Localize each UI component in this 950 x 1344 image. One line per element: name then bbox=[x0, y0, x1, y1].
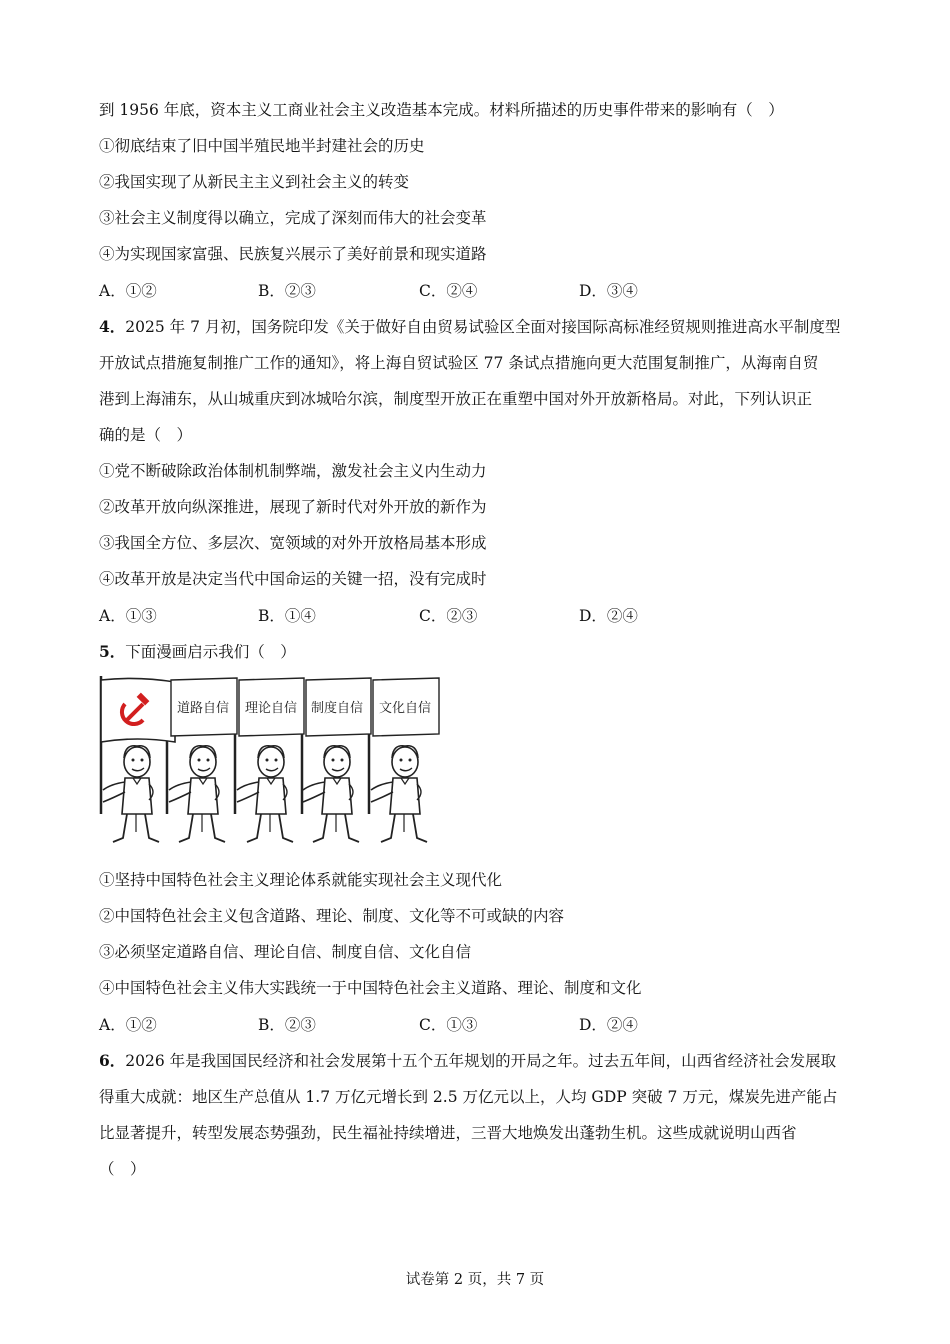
person-3 bbox=[237, 746, 293, 842]
q4-stem-line-1 bbox=[99, 316, 840, 338]
q6-stem-line-2: 得重大成就：地区生产总值从 1.7 万亿元增长到 2.5 万亿元以上，人均 GDP 突破 7 万元，煤炭先进产能占 bbox=[99, 1088, 838, 1106]
page-footer: 试卷第 2 页，共 7 页 bbox=[405, 1272, 545, 1288]
q6-number: 6． bbox=[99, 1051, 126, 1070]
q5-stem bbox=[99, 641, 296, 663]
q5-stem-text: 下面漫画启示我们（ ） bbox=[125, 643, 296, 661]
q4-option-d[interactable]: D．②④ bbox=[579, 607, 638, 625]
flag-label-road: 道路自信 bbox=[177, 701, 230, 716]
q5-item-1: ①坚持中国特色社会主义理论体系就能实现社会主义现代化 bbox=[99, 871, 503, 889]
q3-item-4: ④为实现国家富强、民族复兴展示了美好前景和现实道路 bbox=[99, 245, 487, 263]
q5-option-d[interactable]: D．②④ bbox=[579, 1016, 638, 1034]
q3-option-d[interactable]: D．③④ bbox=[579, 282, 638, 300]
person-4 bbox=[303, 746, 359, 842]
q3-item-2: ②我国实现了从新民主主义到社会主义的转变 bbox=[99, 173, 410, 191]
q5-number: 5． bbox=[99, 642, 126, 661]
q4-stem-line-2: 开放试点措施复制推广工作的通知》，将上海自贸试验区 77 条试点措施向更大范围复制推广，从海南自贸 bbox=[99, 354, 819, 372]
q6-stem-line-1 bbox=[99, 1050, 836, 1072]
q4-stem-line-3: 港到上海浦东，从山城重庆到冰城哈尔滨，制度型开放正在重塑中国对外开放新格局。对此，下列认识正 bbox=[99, 390, 813, 408]
q3-item-1: ①彻底结束了旧中国半殖民地半封建社会的历史 bbox=[99, 137, 425, 155]
flag-label-theory: 理论自信 bbox=[245, 701, 298, 716]
q6-stem-line-3: 比显著提升，转型发展态势强劲，民生福祉持续增进，三晋大地焕发出蓬勃生机。这些成就说明山西省 bbox=[99, 1124, 797, 1142]
q5-option-c[interactable]: C．①③ bbox=[419, 1016, 478, 1034]
q5-option-a[interactable]: A．①② bbox=[99, 1016, 157, 1034]
q5-item-2: ②中国特色社会主义包含道路、理论、制度、文化等不可或缺的内容 bbox=[99, 907, 565, 925]
q5-option-b[interactable]: B．②③ bbox=[258, 1016, 316, 1034]
q6-stem-line-4: （ ） bbox=[99, 1160, 146, 1178]
q4-number: 4． bbox=[99, 317, 126, 336]
person-1 bbox=[103, 746, 159, 842]
q5-item-3: ③必须坚定道路自信、理论自信、制度自信、文化自信 bbox=[99, 943, 472, 961]
flag-label-culture: 文化自信 bbox=[379, 701, 432, 716]
q3-option-b[interactable]: B．②③ bbox=[258, 282, 316, 300]
q4-option-a[interactable]: A．①③ bbox=[99, 607, 157, 625]
q4-item-3: ③我国全方位、多层次、宽领域的对外开放格局基本形成 bbox=[99, 534, 487, 552]
q3-option-a[interactable]: A．①② bbox=[99, 282, 157, 300]
cartoon-flag-bearers bbox=[97, 676, 442, 862]
q4-item-4: ④改革开放是决定当代中国命运的关键一招，没有完成时 bbox=[99, 570, 487, 588]
q6-stem-text-1: 2026 年是我国国民经济和社会发展第十五个五年规划的开局之年。过去五年间，山西省经济社会发展取 bbox=[125, 1052, 837, 1070]
person-2 bbox=[169, 746, 225, 842]
q3-option-c[interactable]: C．②④ bbox=[419, 282, 478, 300]
q4-item-2: ②改革开放向纵深推进，展现了新时代对外开放的新作为 bbox=[99, 498, 487, 516]
q4-item-1: ①党不断破除政治体制机制弊端，激发社会主义内生动力 bbox=[99, 462, 487, 480]
q4-option-b[interactable]: B．①④ bbox=[258, 607, 316, 625]
flag-label-system: 制度自信 bbox=[311, 701, 364, 716]
q3-item-3: ③社会主义制度得以确立，完成了深刻而伟大的社会变革 bbox=[99, 209, 487, 227]
q4-stem-text-1: 2025 年 7 月初，国务院印发《关于做好自由贸易试验区全面对接国际高标准经贸规则推进高水平制度型 bbox=[125, 318, 841, 336]
q5-item-4: ④中国特色社会主义伟大实践统一于中国特色社会主义道路、理论、制度和文化 bbox=[99, 979, 642, 997]
q3-stem: 到 1956 年底，资本主义工商业社会主义改造基本完成。材料所描述的历史事件带来的影响有（ ） bbox=[99, 101, 784, 119]
q4-stem-line-4: 确的是（ ） bbox=[99, 426, 193, 444]
person-5 bbox=[371, 746, 427, 842]
q4-option-c[interactable]: C．②③ bbox=[419, 607, 478, 625]
